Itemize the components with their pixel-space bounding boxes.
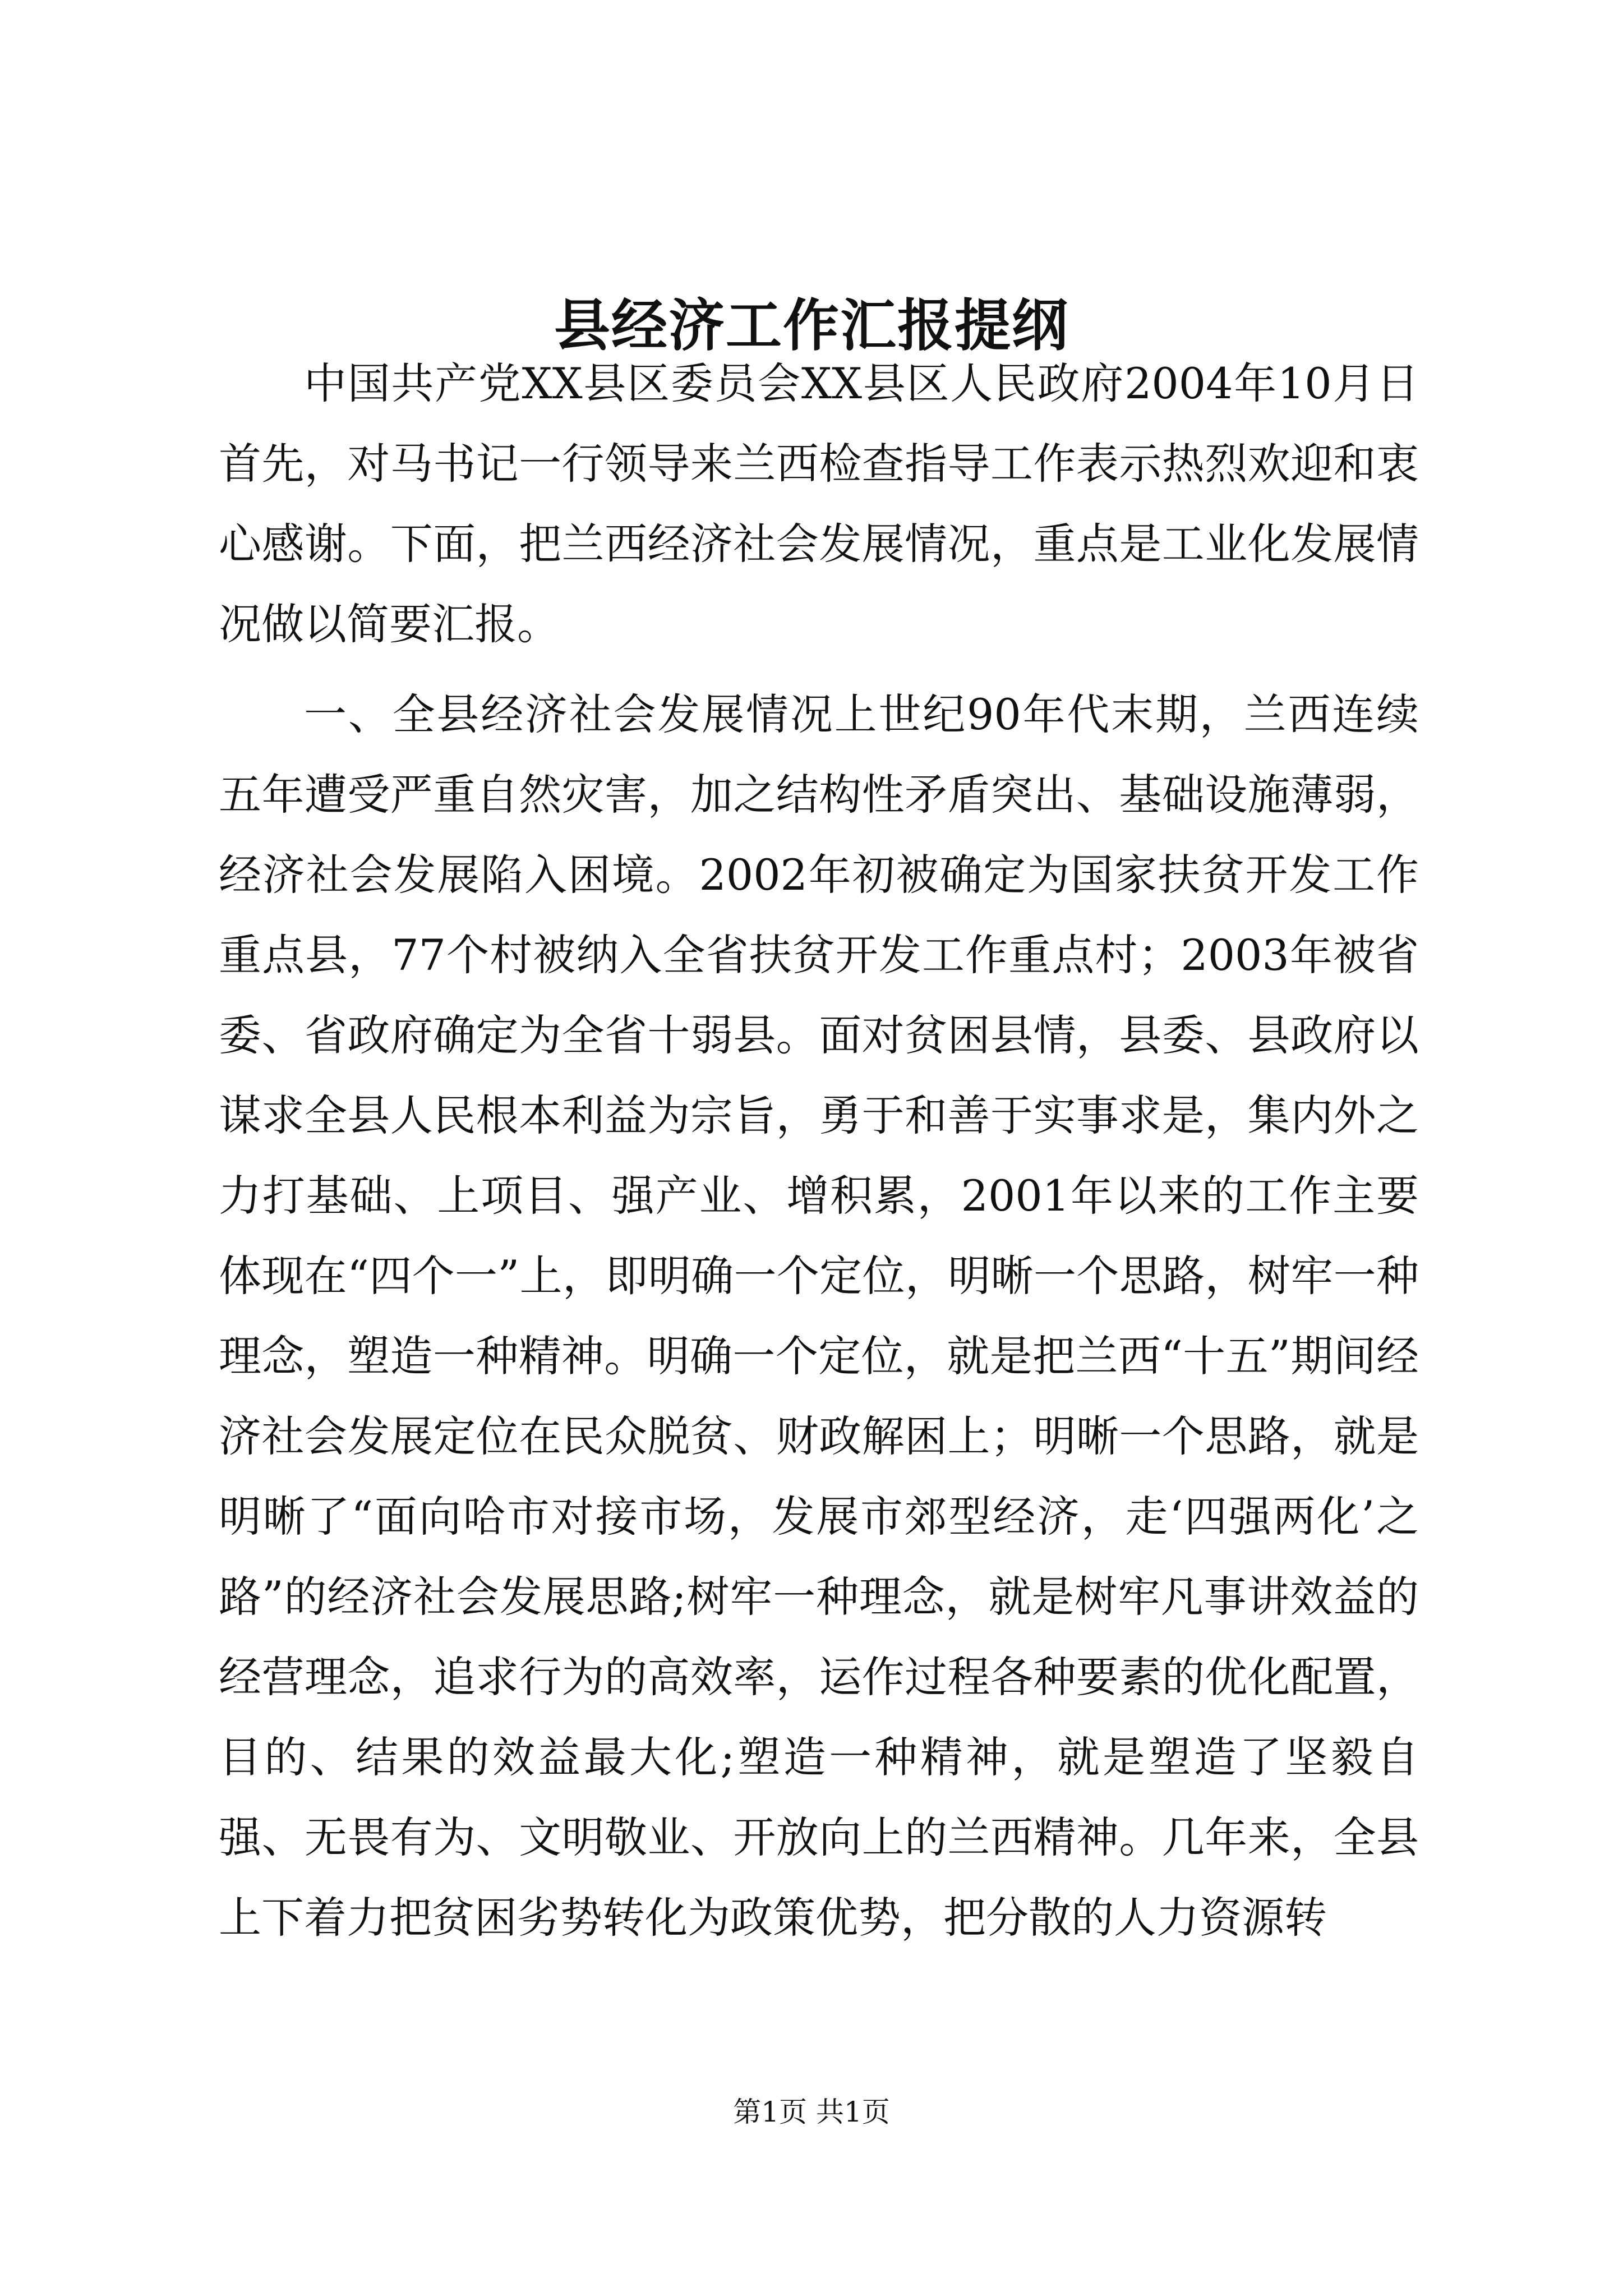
page-footer: 第1页 共1页 [733, 2096, 890, 2128]
paragraph-1: 中国共产党XX县区委员会XX县区人民政府2004年10月日首先，对马书记一行领导来兰西检查指导工作表示热烈欢迎和衷心感谢。下面，把兰西经济社会发展情况，重点是工业化发展情况做以简要汇报。 [219, 358, 1419, 649]
paragraph-2: 一、全县经济社会发展情况上世纪90年代末期，兰西连续五年遭受严重自然灾害，加之结构性矛盾突出、基础设施薄弱，经济社会发展陷入困境。2002年初被确定为国家扶贫开发工作重点县，77个村被纳入全省扶贫开发工作重点村；2003年被省委、省政府确定为全省十弱县。面对贫困县情，县委、县政府以谋求全县人民根本利益为宗旨，勇于和善于实事求是，集内外之力打基础、上项目、强产业、增积累，2001年以来的工作主要体现在“四个一”上，即明确一个定位，明晰一个思路，树牢一种理念，塑造一种精神。明确一个定位，就是把兰西“十五”期间经济社会发展定位在民众脱贫、财政解困上；明晰一个思路，就是明晰了“面向哈市对接市场，发展市郊型经济，走‘四强两化’之路”的经济社会发展思路;树牢一种理念，就是树牢凡事讲效益的经营理念，追求行为的高效率，运作过程各种要素的优化配置，目的、结果的效益最大化;塑造一种精神，就是塑造了坚毅自强、无畏有为、文明敬业、开放向上的兰西精神。几年来，全县上下着力把贫困劣势转化为政策优势，把分散的人力资源转 [219, 689, 1419, 1943]
document-title: 县经济工作汇报提纲 [554, 292, 1069, 358]
document-body [219, 343, 1419, 1958]
